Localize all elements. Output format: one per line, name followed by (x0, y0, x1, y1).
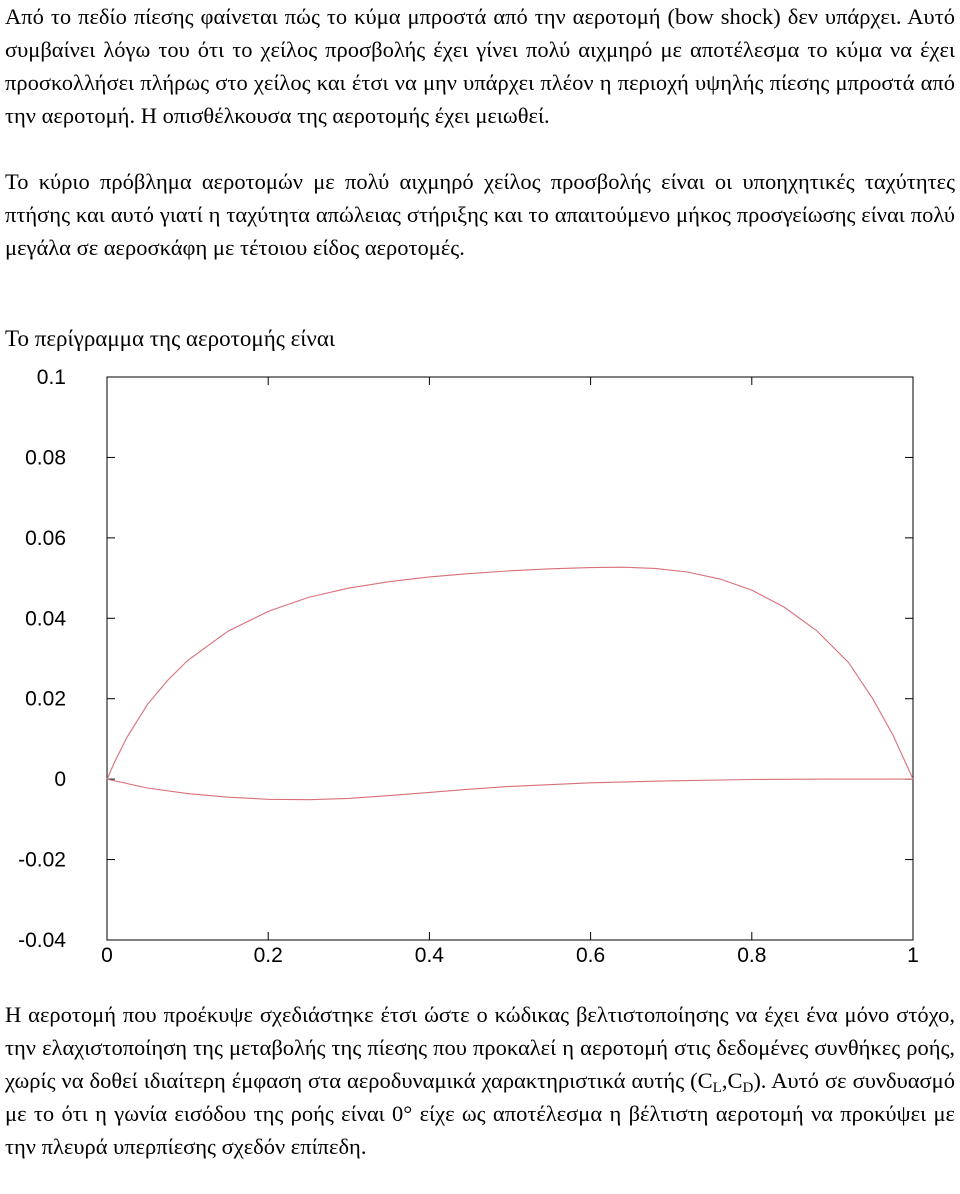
axis-ticks (107, 377, 913, 940)
p3-text-part2: ). Αυτό σε συνδυασμό με το ότι η γωνία εισόδου της ροής είναι 0° είχε ως αποτέλεσμα η βέλτιστη αεροτομή να προκύψει με την πλευρά υπερπίεσης σχεδόν επίπεδη. (5, 1068, 955, 1159)
y-axis-labels (18, 366, 66, 952)
figure-intro-text: Το περίγραμμα της αεροτομής είναι (5, 326, 336, 351)
subscript-l: L (712, 1080, 722, 1096)
x-tick-label: 1 (907, 944, 919, 967)
y-tick-label: 0 (54, 768, 66, 792)
subscript-d: D (742, 1080, 754, 1096)
x-tick-label: 0.6 (575, 944, 606, 967)
series-line-upper-surface (107, 567, 913, 779)
x-tick-label: 0.4 (414, 944, 445, 967)
series-layer (107, 567, 913, 800)
y-tick-label: -0.02 (18, 848, 66, 872)
y-tick-label: 0.02 (25, 687, 66, 711)
airfoil-profile-chart (0, 350, 960, 970)
y-tick-label: 0.1 (36, 366, 66, 389)
paragraph-pressure-field: Από το πεδίο πίεσης φαίνεται πώς το κύμα μπροστά από την αεροτομή (bow shock) δεν υπάρχει. Αυτό συμβαίνει λόγω του ότι το χείλος προσβολής έχει γίνει πολύ αιχμηρό με αποτέλεσμα το κύμα να έχει προσκολλήσει πλήρως στο χείλος και έτσι να μην υπάρχει πλέον η περιοχή υψηλής πίεσης μπροστά από την αεροτομή. Η οπισθέλκουσα της αεροτομής έχει μειωθεί. (5, 4, 955, 128)
plot-frame (107, 377, 913, 940)
p3-text-part1: Η αεροτομή που προέκυψε σχεδιάστηκε έτσι ώστε ο κώδικας βελτιστοποίησης να έχει ένα μόνο στόχο, την ελαχιστοποίηση της μεταβολής της πίεσης που προκαλεί η αεροτομή στις δεδομένες συνθήκες ροής, χωρίς να δοθεί ιδιαίτερη έμφαση στα αεροδυναμικά χαρακτηριστικά αυτής (C (5, 1002, 955, 1093)
y-tick-label: 0.06 (25, 526, 66, 550)
y-tick-label: 0.08 (25, 446, 66, 470)
x-axis-labels (101, 944, 919, 967)
series-line-lower-surface (107, 779, 913, 800)
x-tick-label: 0.2 (253, 944, 283, 967)
paragraph-design-result (5, 998, 955, 1163)
x-tick-label: 0.8 (737, 944, 767, 967)
x-tick-label: 0 (101, 944, 113, 967)
y-tick-label: -0.04 (18, 929, 66, 952)
y-tick-label: 0.04 (25, 607, 66, 631)
paragraph-main-problem: Το κύριο πρόβλημα αεροτομών με πολύ αιχμηρό χείλος προσβολής είναι οι υποηχητικές ταχύτητες πτήσης και αυτό γιατί η ταχύτητα απώλειας στήριξης και το απαιτούμενο μήκος προσγείωσης είναι πολύ μεγάλα σε αεροσκάφη με τέτοιου είδος αεροτομές. (5, 169, 955, 260)
p3-text-comma: ,C (721, 1068, 743, 1093)
